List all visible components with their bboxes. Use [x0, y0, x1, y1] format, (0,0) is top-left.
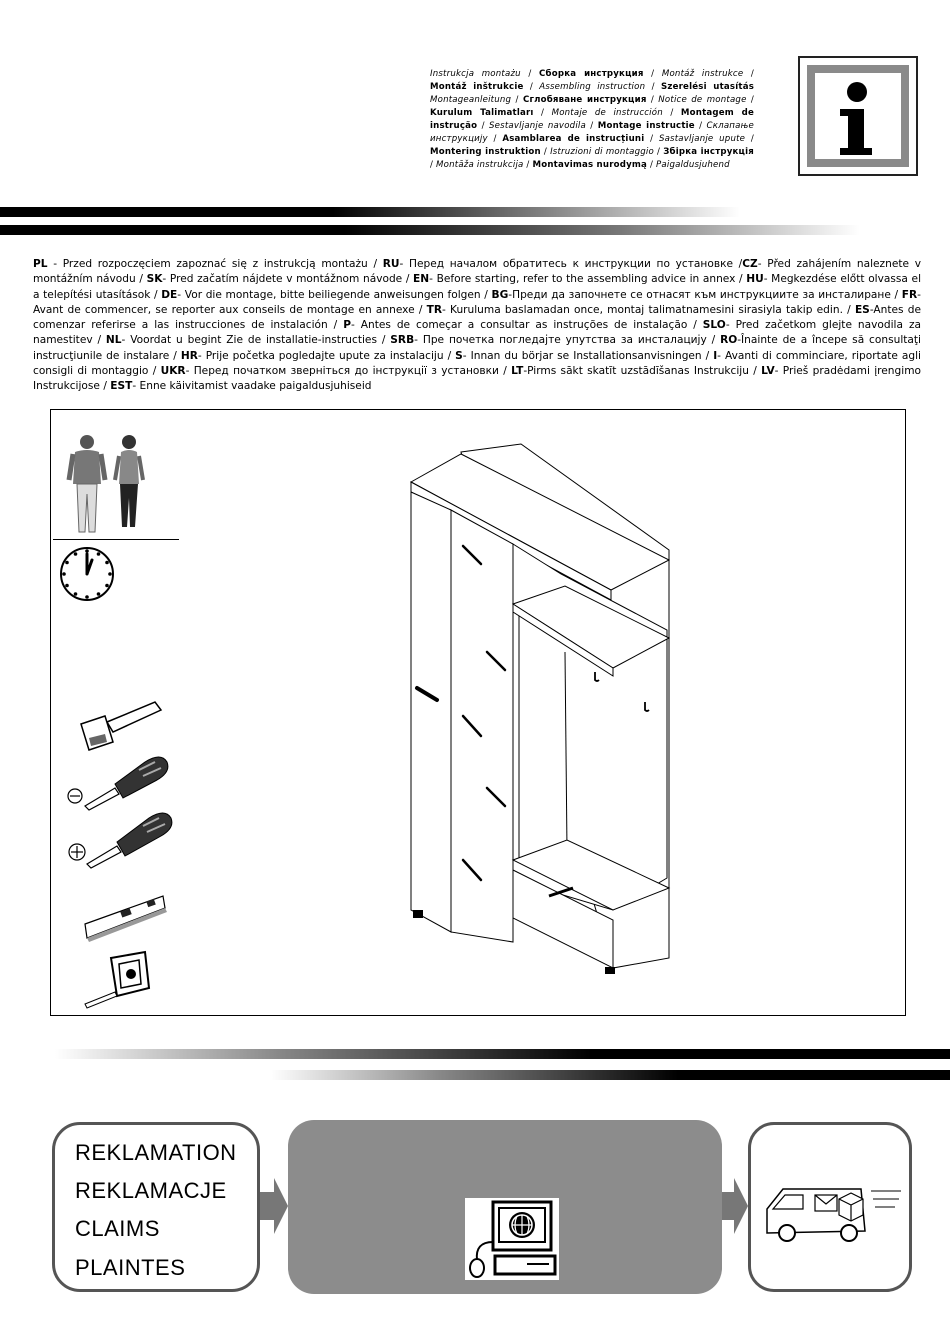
- title-language-item: Asamblarea de instrucțiuni: [502, 134, 645, 144]
- language-code: TR: [426, 303, 442, 316]
- language-code: EST: [110, 380, 133, 393]
- flat-screwdriver-icon: [65, 750, 175, 814]
- title-language-item: /: [523, 160, 533, 170]
- title-language-item: /: [520, 69, 540, 79]
- delivery-van-icon: [761, 1175, 909, 1255]
- language-code: CZ: [742, 258, 758, 270]
- title-language-item: Montáž instrukce: [661, 69, 744, 79]
- title-language-item: /: [653, 147, 664, 157]
- title-language-item: /: [694, 121, 707, 131]
- clock-icon: [57, 544, 117, 604]
- title-language-item: Montavimas nurodymą: [532, 160, 648, 170]
- language-instruction: - Przed rozpoczęciem zapoznać się z instrukcją montażu /: [47, 258, 383, 270]
- title-language-item: /: [745, 134, 754, 144]
- language-code: DE: [161, 288, 178, 301]
- claim-line: CLAIMS: [75, 1216, 160, 1241]
- delivery-box: [748, 1122, 912, 1292]
- language-code: LT: [511, 365, 524, 378]
- language-code: LV: [761, 365, 775, 378]
- divider-stripe: [270, 1070, 950, 1080]
- language-instruction: - Prije početka pogledajte upute za instalaciju /: [197, 349, 456, 362]
- language-code: P: [343, 319, 351, 332]
- divider-stripe: [55, 1049, 950, 1059]
- title-language-item: Paigaldusjuhend: [656, 160, 730, 170]
- language-instruction: - Перед початком звернiться до інструкції з установки /: [185, 365, 512, 378]
- computer-globe-icon: [465, 1198, 559, 1280]
- title-language-item: /: [662, 108, 681, 118]
- language-instruction: - Pred začetkom glejte navodila za namestitev /: [33, 319, 921, 347]
- info-icon: [800, 58, 916, 174]
- language-code: RO: [720, 334, 738, 347]
- language-instruction: - Enne käivitamist vaadake paigaldusjuhiseid: [132, 380, 372, 393]
- online-claims-panel: [288, 1120, 722, 1294]
- title-language-item: /: [511, 95, 523, 105]
- language-instruction: -Antes de comenzar referirse a las instrucciones de instalación /: [33, 303, 922, 332]
- language-instruction: - Pred začatím nájdete v montážnom návode /: [162, 273, 414, 286]
- title-language-item: Sastavljanje upute: [658, 134, 746, 144]
- title-language-item: Kurulum Talimatları: [430, 108, 534, 118]
- title-language-item: Montage instructie: [597, 121, 695, 131]
- hallway-wardrobe-drawing: [401, 440, 731, 980]
- tape-measure-icon: [81, 948, 161, 1010]
- language-instruction: - Before starting, refer to the assembling advice in annex /: [429, 273, 747, 286]
- title-language-item: /: [743, 69, 754, 79]
- language-code: SLO: [702, 319, 726, 332]
- language-instruction: - Před zahájením naleznete v montážním návodu /: [33, 258, 921, 286]
- language-code: BG: [491, 288, 509, 301]
- assembly-overview-frame: [50, 409, 906, 1016]
- title-language-item: /: [477, 121, 489, 131]
- title-language-item: Notice de montage: [658, 95, 747, 105]
- language-code: SK: [146, 273, 163, 286]
- language-code: I: [713, 349, 718, 362]
- title-language-item: Montāža instrukcija: [436, 160, 524, 170]
- language-instruction: - Innan du börjar se Installationsanvisningen /: [462, 349, 714, 362]
- language-code: ES: [854, 303, 870, 316]
- title-language-item: Montáž inštrukcie: [430, 82, 524, 92]
- title-language-item: /: [644, 134, 659, 144]
- title-language-item: /: [523, 82, 540, 92]
- language-instruction: - Avanti di comminciare, riportate agli consigli di montaggio /: [33, 349, 921, 378]
- title-language-item: /: [646, 95, 659, 105]
- language-code: HR: [180, 349, 198, 362]
- language-instruction: -Преди да започнете се отнасят към инструкциите за инсталиране /: [508, 288, 902, 301]
- language-instruction: - Vor die montage, bitte beiliegende anweisungen folgen /: [177, 288, 492, 301]
- divider-stripe: [0, 207, 740, 217]
- frame-divider-line: [53, 539, 179, 540]
- language-instruction: -Pirms sākt skatīt uzstādīšanas Instrukciju /: [523, 365, 762, 378]
- claims-box: [52, 1122, 260, 1292]
- title-language-item: /: [643, 69, 662, 79]
- title-language-item: Montaje de instrucción: [551, 108, 663, 118]
- language-code: S: [455, 349, 463, 362]
- claim-line: REKLAMACJE: [75, 1178, 227, 1203]
- title-language-item: /: [487, 134, 503, 144]
- title-language-item: Сглобяване инструкция: [522, 95, 647, 105]
- title-language-item: Montagem de instrução: [430, 108, 755, 131]
- language-instruction: - Prieš pradėdami įrengimo Instrukcijose /: [33, 365, 921, 393]
- language-code: SRB: [390, 334, 415, 347]
- claim-line: PLAINTES: [75, 1255, 186, 1280]
- language-instruction: - Antes de começar a consultar as instruções de instalação /: [350, 319, 703, 332]
- language-code: FR: [901, 288, 918, 301]
- title-language-item: Instrukcja montażu: [430, 69, 521, 79]
- title-language-item: /: [540, 147, 551, 157]
- hammer-icon: [75, 698, 165, 758]
- title-language-item: Szerelési utasítás: [661, 82, 755, 92]
- title-language-item: Istruzioni di montaggio: [550, 147, 654, 157]
- language-instruction: - Kuruluma baslamadan once, montaj talimatnamesini sirasiyla takip edin. /: [442, 303, 855, 316]
- phillips-screwdriver-icon: [65, 806, 177, 876]
- title-language-item: /: [746, 95, 754, 105]
- language-code: EN: [413, 273, 430, 286]
- info-box: [798, 56, 918, 176]
- two-persons-icon: [63, 432, 173, 544]
- spirit-level-icon: [81, 894, 171, 944]
- title-language-item: /: [585, 121, 598, 131]
- language-code: HU: [746, 273, 764, 286]
- language-instruction: - Пре почетка погледајте упутства за инсталацију /: [414, 334, 721, 347]
- language-instruction: - Avant de commencer, se reporter aux conseils de montage en annexe /: [33, 288, 921, 316]
- language-code: PL: [33, 258, 48, 270]
- arrow-right-icon: [722, 1176, 750, 1236]
- claim-line: REKLAMATION: [75, 1140, 237, 1165]
- title-language-item: /: [533, 108, 552, 118]
- language-code: RU: [382, 258, 400, 270]
- divider-stripe: [0, 225, 860, 235]
- arrow-right-icon: [260, 1176, 290, 1236]
- title-language-item: /: [647, 160, 657, 170]
- language-instruction: - Перед началом обратитесь к инструкции по установке /: [399, 258, 743, 270]
- language-instruction: - Voordat u begint Zie de installatie-instructies /: [121, 334, 391, 347]
- title-language-item: Збірка інструкція: [663, 147, 754, 157]
- language-code: NL: [105, 334, 122, 347]
- language-code: UKR: [160, 365, 186, 378]
- title-language-item: /: [430, 160, 437, 170]
- title-language-item: Sestavljanje navodila: [489, 121, 586, 131]
- title-language-item: Montageanleitung: [430, 95, 512, 105]
- title-language-item: Assembling instruction: [539, 82, 646, 92]
- title-language-item: /: [645, 82, 661, 92]
- title-language-item: Montering instruktion: [430, 147, 541, 157]
- title-language-item: Сборка инструкция: [539, 69, 644, 79]
- language-instruction: -Înainte de a începe să consultaţi instrucţiunile de instalare /: [33, 334, 922, 362]
- intro-paragraph: [33, 257, 921, 395]
- title-language-item: Склапање инструкцију: [430, 121, 754, 144]
- title-languages: [430, 68, 754, 172]
- language-instruction: - Megkezdése előtt olvassa el a telepítési utasítások /: [33, 273, 922, 301]
